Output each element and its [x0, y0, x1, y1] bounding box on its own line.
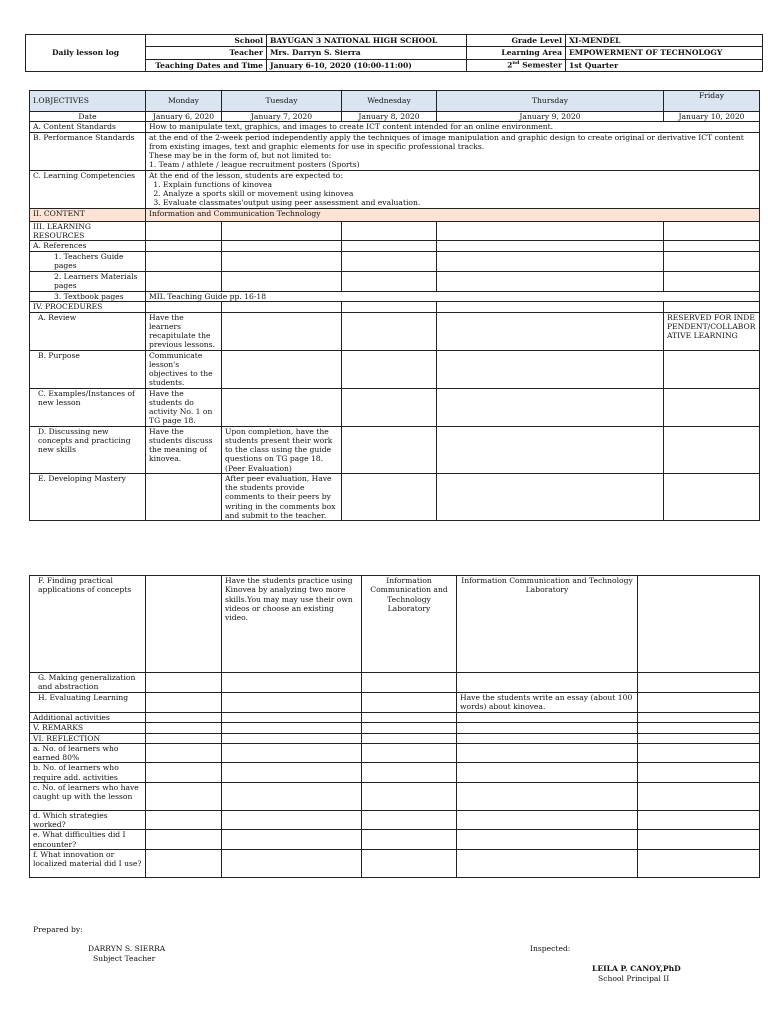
reflection-b-label: b. No. of learners who require add. activities: [30, 763, 146, 783]
quarter: 1st Quarter: [566, 59, 763, 71]
review-label: A. Review: [30, 312, 146, 350]
additional-activities-label: Additional activities: [30, 713, 146, 723]
review-monday: Have the learners recapitulate the previous lessons.: [146, 312, 222, 350]
area-value: EMPOWERMENT OF TECHNOLOGY: [566, 47, 763, 59]
principal-role: School Principal II: [598, 974, 670, 983]
teacher-signatory-name: DARRYN S. SIERRA: [88, 944, 166, 953]
area-label: Learning Area: [467, 47, 566, 59]
references-label: A. References: [30, 241, 146, 252]
reflection-a-label: a. No. of learners who earned 80%: [30, 743, 146, 763]
tuesday-date: January 7, 2020: [222, 112, 342, 122]
mastery-label: E. Developing Mastery: [30, 473, 146, 520]
objectives-heading: I.OBJECTIVES: [30, 91, 146, 112]
purpose-monday: Communicate lesson's objectives to the students.: [146, 350, 222, 388]
wednesday-heading: Wednesday: [342, 91, 437, 112]
textbook-value: MIL Teaching Guide pp. 16-18: [146, 292, 760, 302]
wednesday-date: January 8, 2020: [342, 112, 437, 122]
grade-label: Grade Level: [467, 35, 566, 47]
content-standards-label: A. Content Standards: [30, 122, 146, 132]
finding-thursday: Information Communication and Technology Laboratory: [457, 576, 638, 673]
finding-tuesday: Have the students practice using Kinovea by analyzing two more skills.You may may use their own videos or choose an existing video.: [222, 576, 362, 673]
procedures-label: IV. PROCEDURES: [30, 302, 146, 312]
content-label: II. CONTENT: [30, 208, 146, 221]
examples-label: C. Examples/Instances of new lesson: [30, 388, 146, 426]
principal-name: LEILA P. CANOY,PhD: [592, 964, 681, 973]
remarks-label: V. REMARKS: [30, 723, 146, 733]
discussing-tuesday: Upon completion, have the students present their work to the class using the guide questions on TG page 18. (Peer Evaluation): [222, 426, 342, 473]
discussing-label: D. Discussing new concepts and practicing new skills: [30, 426, 146, 473]
dates-value: January 6-10, 2020 (10:00-11:00): [267, 59, 467, 71]
friday-heading: Friday: [664, 91, 760, 112]
review-friday: RESERVED FOR INDEPENDENT/COLLABORATIVE LEARNING: [664, 312, 760, 350]
grade-value: XI-MENDEL: [566, 35, 763, 47]
school-value: BAYUGAN 3 NATIONAL HIGH SCHOOL: [267, 35, 467, 47]
inspected-label: Inspected:: [530, 944, 571, 953]
reflection-label: VI. REFLECTION: [30, 733, 146, 743]
lesson-table-2: [29, 575, 760, 878]
competency-item: 3. Evaluate classmates'output using peer assessment and evaluation.: [163, 198, 756, 207]
semester: 2nd Semester: [467, 59, 566, 71]
discussing-monday: Have the students discuss the meaning of kinovea.: [146, 426, 222, 473]
prepared-by-label: Prepared by:: [33, 925, 83, 934]
competencies-intro: At the end of the lesson, students are expected to:: [149, 170, 343, 180]
performance-text-2: These may be in the form of, but not limited to:: [149, 151, 332, 160]
teacher-label: Teacher: [146, 47, 267, 59]
reflection-c-label: c. No. of learners who have caught up with the lesson: [30, 782, 146, 810]
mastery-tuesday: After peer evaluation, Have the students provide comments to their peers by writing in the comments box and submit to the teacher.: [222, 473, 342, 520]
teacher-value: Mrs. Darryn S. Sierra: [267, 47, 467, 59]
competency-item: 2. Analyze a sports skill or movement using kinovea: [163, 189, 756, 198]
evaluating-label: H. Evaluating Learning: [30, 693, 146, 713]
thursday-heading: Thursday: [437, 91, 664, 112]
content-standards-value: How to manipulate text, graphics, and images to create ICT content intended for an online environment.: [146, 122, 760, 132]
performance-text-3: 1. Team / athlete / league recruitment posters (Sports): [149, 160, 360, 170]
examples-monday: Have the students do activity No. 1 on TG page 18.: [146, 388, 222, 426]
content-value: Information and Communication Technology: [146, 208, 760, 221]
evaluating-thursday: Have the students write an essay (about 100 words) about kinovea.: [457, 693, 638, 713]
reflection-f-label: f. What innovation or localized material did I use?: [30, 849, 146, 877]
school-label: School: [146, 35, 267, 47]
reflection-d-label: d. Which strategies worked?: [30, 810, 146, 830]
resources-label: III. LEARNING RESOURCES: [30, 221, 146, 241]
header-table: [25, 34, 763, 72]
competency-item: 1. Explain functions of kinovea: [163, 180, 756, 189]
finding-label: F. Finding practical applications of concepts: [30, 576, 146, 673]
competencies-label: C. Learning Competencies: [30, 170, 146, 208]
tuesday-heading: Tuesday: [222, 91, 342, 112]
textbook-label: 3. Textbook pages: [30, 292, 146, 302]
learners-materials-label: 2. Learners Materials pages: [30, 272, 146, 292]
reflection-e-label: e. What difficulties did I encounter?: [30, 830, 146, 850]
performance-text-1: at the end of the 2-week period independently apply the techniques of image manipulation and graphic design to create original or derivative ICT content from existing images, text and graphic elements for use in specific professional tracks.: [149, 132, 744, 151]
lesson-table-1: [29, 90, 760, 521]
generalization-label: G. Making generalization and abstraction: [30, 673, 146, 693]
purpose-label: B. Purpose: [30, 350, 146, 388]
finding-wednesday: Information Communication and Technology Laboratory: [362, 576, 457, 673]
monday-heading: Monday: [146, 91, 222, 112]
performance-standards-label: B. Performance Standards: [30, 132, 146, 170]
daily-lesson-log-title: Daily lesson log: [26, 35, 146, 72]
friday-date: January 10, 2020: [664, 112, 760, 122]
performance-standards-value: [146, 132, 760, 170]
teachers-guide-label: 1. Teachers Guide pages: [30, 252, 146, 272]
dates-label: Teaching Dates and Time: [146, 59, 267, 71]
thursday-date: January 9, 2020: [437, 112, 664, 122]
teacher-signatory-role: Subject Teacher: [93, 954, 156, 963]
monday-date: January 6, 2020: [146, 112, 222, 122]
date-label: Date: [30, 112, 146, 122]
competencies-value: [146, 170, 760, 208]
